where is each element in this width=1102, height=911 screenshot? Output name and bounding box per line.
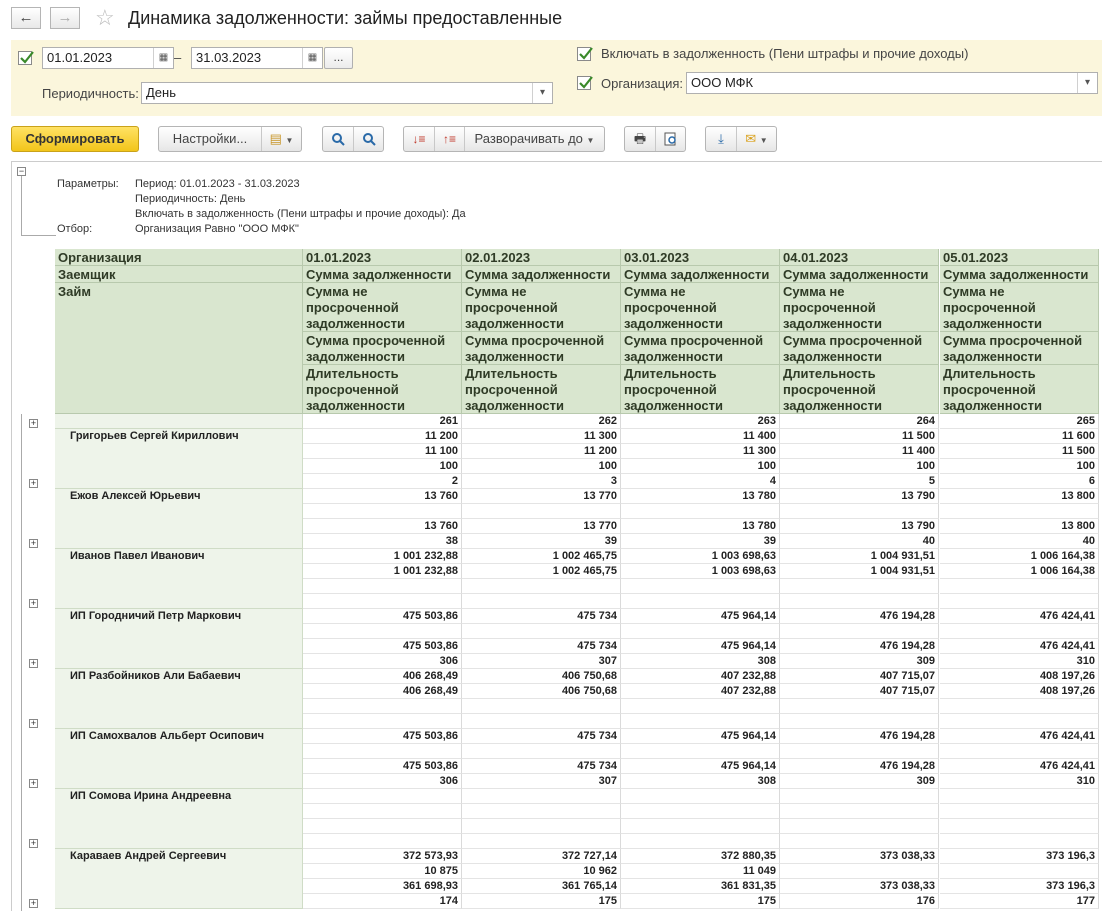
table-cell: 476 194,28 xyxy=(780,759,939,774)
table-cell: 1 006 164,38 xyxy=(940,564,1099,579)
table-cell xyxy=(462,714,621,729)
org-checkbox[interactable] xyxy=(577,76,591,90)
envelope-icon: ✉ xyxy=(745,131,757,146)
header-sum-overdue: Сумма просроченной задолженности xyxy=(621,332,780,365)
page-title: Динамика задолженности: займы предоставленные xyxy=(128,8,563,28)
tree-line xyxy=(21,235,56,236)
table-cell: 407 715,07 xyxy=(780,669,939,684)
expand-toggle[interactable]: + xyxy=(30,718,37,728)
table-cell: 476 194,28 xyxy=(780,729,939,744)
check-icon xyxy=(578,46,594,62)
header-duration-overdue: Длительность просроченной задолженности xyxy=(780,365,939,414)
table-cell: 3 xyxy=(462,474,621,489)
table-cell xyxy=(303,744,462,759)
table-cell xyxy=(621,744,780,759)
table-cell: 307 xyxy=(462,654,621,669)
expand-toggle[interactable]: + xyxy=(30,898,37,908)
check-icon xyxy=(578,75,594,91)
table-cell: 10 875 xyxy=(303,864,462,879)
table-cell xyxy=(462,504,621,519)
table-cell: 10 962 xyxy=(462,864,621,879)
header-sum-not-overdue: Сумма не просроченной задолженности xyxy=(621,283,780,332)
table-cell: 475 964,14 xyxy=(621,609,780,624)
periodicity-label: Периодичность: xyxy=(42,86,139,101)
header-duration-overdue: Длительность просроченной задолженности xyxy=(303,365,462,414)
periodicity-select[interactable]: День ▾ xyxy=(141,82,553,104)
header-date: 04.01.2023 xyxy=(780,249,939,266)
header-sum-overdue: Сумма просроченной задолженности xyxy=(462,332,621,365)
chevron-down-icon: ▼ xyxy=(586,136,595,145)
table-cell xyxy=(780,504,939,519)
table-cell: 11 200 xyxy=(303,429,462,444)
table-cell: 361 765,14 xyxy=(462,879,621,894)
table-cell: 406 750,68 xyxy=(462,669,621,684)
table-cell xyxy=(303,804,462,819)
table-cell: 174 xyxy=(303,894,462,909)
header-sum-debt: Сумма задолженности xyxy=(462,266,621,283)
expand-toggle[interactable]: + xyxy=(30,418,37,428)
header-sum-debt: Сумма задолженности xyxy=(621,266,780,283)
table-cell xyxy=(462,789,621,804)
grouping-group xyxy=(403,126,605,152)
export-group xyxy=(705,126,777,152)
table-cell xyxy=(303,699,462,714)
chevron-down-icon: ▼ xyxy=(759,136,768,145)
table-cell: 13 800 xyxy=(940,489,1099,504)
date-dash: – xyxy=(174,50,182,65)
table-cell xyxy=(780,744,939,759)
table-cell: 1 006 164,38 xyxy=(940,549,1099,564)
table-cell xyxy=(462,699,621,714)
print-preview-icon xyxy=(664,132,678,146)
table-cell: 11 100 xyxy=(303,444,462,459)
table-cell: 307 xyxy=(462,774,621,789)
table-cell: 11 400 xyxy=(621,429,780,444)
table-cell: 1 001 232,88 xyxy=(303,549,462,564)
table-cell: 177 xyxy=(940,894,1099,909)
search-next-icon xyxy=(362,132,376,146)
variants-button[interactable] xyxy=(261,127,301,151)
table-cell xyxy=(621,594,780,609)
table-cell: 100 xyxy=(462,459,621,474)
table-cell: 476 424,41 xyxy=(940,609,1099,624)
chevron-down-icon[interactable]: ▾ xyxy=(532,83,552,103)
table-cell: 39 xyxy=(462,534,621,549)
table-cell xyxy=(780,804,939,819)
save-button[interactable] xyxy=(706,127,736,151)
table-cell: 11 300 xyxy=(621,444,780,459)
header-date: 02.01.2023 xyxy=(462,249,621,266)
header-sum-overdue: Сумма просроченной задолженности xyxy=(780,332,939,365)
table-cell: 407 715,07 xyxy=(780,684,939,699)
table-cell: 175 xyxy=(462,894,621,909)
table-cell: 309 xyxy=(780,774,939,789)
table-cell xyxy=(462,594,621,609)
chevron-down-icon: ▼ xyxy=(285,136,294,145)
table-cell xyxy=(940,504,1099,519)
find-next-button[interactable] xyxy=(353,127,383,151)
header-org: Организация xyxy=(55,249,303,266)
table-cell: 40 xyxy=(940,534,1099,549)
table-cell: 100 xyxy=(303,459,462,474)
table-cell: 1 003 698,63 xyxy=(621,564,780,579)
table-cell: 265 xyxy=(940,414,1099,429)
table-cell xyxy=(303,624,462,639)
table-cell: 372 573,93 xyxy=(303,849,462,864)
table-cell: 11 400 xyxy=(780,444,939,459)
report-area[interactable]: − Параметры: Период: 01.01.2023 - 31.03.2023 Периодичность: День Включать в задолженность (Пени штрафы и прочие доходы): Да Отбор: Организация Равно "ООО МФК" Организация Заемщик Займ 01.01.2023 Сумма задолженности Сумма не просроченной задолженности Сумма просроченной задолженности Длительность просроченной задолженности 02.01.2023 Сумма задолженности Сумма не просроченной задолженности Сумма просроченной задолженности Длительность просроченной задолженности 03.01.2023 Сумма задолженности Сумма не просроченной задолженности Сумма просроченной задолженности Длительность просроченной задолженности 04.01.2023 Сумма задолженности Сумма не просроченной задолженности Сумма просроченной задолженности Длительность просроченной задолженности 05.01.2023 Сумма задолженности Сумма не просроченной задолженности Сумма просроченной задолженности Длительность просроченной задолженности 261 262 263 264 265 Григорьев Сергей Кириллович 11 200 11 300 11 400 11 500 11 600 11 100 11 200 11 300 11 400 11 500 100 100 100 100 100 2 3 4 5 6 Ежов Алексей Юрьевич 13 760 13 770 13 780 13 790 13 800 13 760 13 770 13 780 13 790 13 800 38 39 39 40 40 Иванов Павел Иванович 1 001 232,88 1 002 465,75 1 003 698,63 1 004 931,51 1 006 164,38 1 001 232,88 1 002 465,75 1 003 698,63 1 004 931,51 1 006 164,38 ИП Городничий Петр Маркович 475 503,86 475 734 475 964,14 476 194,28 476 424,41 475 503,86 475 734 475 964,14 476 194,28 476 424,41 306 307 308 309 310 ИП Разбойников Али Бабаевич 406 268,49 406 750,68 407 232,88 407 715,07 408 197,26 406 268,49 406 750,68 407 232,88 407 715,07 408 197,26 ИП Самохвалов Альберт Осипович 475 503,86 475 734 475 964,14 476 194,28 476 424,41 475 503,86 475 734 475 964,14 476 194,28 476 424,41 306 307 308 309 310 ИП Сомова Ирина Андреевна Караваев Андрей Сергеевич 372 573,93 372 727,14 372 880,35 373 038,33 373 196,3 10 875 10 962 11 049 361 698,93 361 765,14 361 831,35 373 038,33 373 196,3 174 175 175 176 177 + + + + + + + + + xyxy=(11,161,1102,911)
table-cell: 13 800 xyxy=(940,519,1099,534)
star-icon[interactable]: ☆ xyxy=(95,5,115,30)
borrower-name: Караваев Андрей Сергеевич xyxy=(55,849,303,909)
table-cell: 309 xyxy=(780,654,939,669)
header-sum-debt: Сумма задолженности xyxy=(303,266,462,283)
download-icon: ⤓ xyxy=(718,131,724,146)
table-cell: 13 780 xyxy=(621,489,780,504)
table-cell xyxy=(780,819,939,834)
table-cell xyxy=(940,744,1099,759)
header-duration-overdue: Длительность просроченной задолженности xyxy=(940,365,1099,414)
table-cell: 475 734 xyxy=(462,609,621,624)
tree-line xyxy=(21,176,22,236)
arrow-right-icon: → xyxy=(57,9,73,26)
table-cell: 1 004 931,51 xyxy=(780,549,939,564)
table-cell: 38 xyxy=(303,534,462,549)
table-cell: 308 xyxy=(621,774,780,789)
table-cell: 306 xyxy=(303,654,462,669)
table-cell: 13 760 xyxy=(303,519,462,534)
settings-button[interactable]: Настройки... xyxy=(172,131,248,146)
table-cell: 11 500 xyxy=(780,429,939,444)
org-label: Организация: xyxy=(601,76,684,91)
header-sum-overdue: Сумма просроченной задолженности xyxy=(940,332,1099,365)
report-variants-icon: ▤ xyxy=(269,131,282,146)
header-sum-debt: Сумма задолженности xyxy=(780,266,939,283)
table-cell: 262 xyxy=(462,414,621,429)
table-cell: 5 xyxy=(780,474,939,489)
table-cell: 406 268,49 xyxy=(303,669,462,684)
expand-toggle[interactable]: + xyxy=(30,778,37,788)
org-total-label xyxy=(55,414,303,429)
table-cell xyxy=(780,699,939,714)
table-cell xyxy=(621,819,780,834)
table-cell: 476 424,41 xyxy=(940,729,1099,744)
table-cell xyxy=(462,819,621,834)
table-cell xyxy=(462,624,621,639)
table-cell xyxy=(940,864,1099,879)
table-cell: 1 003 698,63 xyxy=(621,549,780,564)
collapse-all-button[interactable] xyxy=(434,127,464,151)
table-cell: 408 197,26 xyxy=(940,669,1099,684)
date-from-field[interactable]: 01.01.2023 ▦ xyxy=(42,47,174,69)
table-cell: 373 038,33 xyxy=(780,849,939,864)
table-cell: 1 002 465,75 xyxy=(462,564,621,579)
table-cell: 406 750,68 xyxy=(462,684,621,699)
table-cell: 475 964,14 xyxy=(621,759,780,774)
borrower-name: ИП Городничий Петр Маркович xyxy=(55,609,303,669)
table-cell: 476 424,41 xyxy=(940,759,1099,774)
table-cell: 39 xyxy=(621,534,780,549)
table-cell xyxy=(462,804,621,819)
table-cell xyxy=(303,579,462,594)
header-sum-overdue: Сумма просроченной задолженности xyxy=(303,332,462,365)
search-group xyxy=(322,126,384,152)
send-email-button[interactable] xyxy=(736,127,776,151)
print-button[interactable] xyxy=(625,127,655,151)
header-loan: Займ xyxy=(55,283,303,414)
table-cell: 13 770 xyxy=(462,519,621,534)
print-group xyxy=(624,126,686,152)
expand-toggle[interactable]: + xyxy=(30,658,37,668)
forward-button[interactable] xyxy=(50,7,80,29)
table-cell: 261 xyxy=(303,414,462,429)
back-button[interactable] xyxy=(11,7,41,29)
table-cell xyxy=(621,504,780,519)
expand-all-button[interactable] xyxy=(404,127,434,151)
table-cell xyxy=(462,579,621,594)
date-to-field[interactable]: 31.03.2023 ▦ xyxy=(191,47,323,69)
header-duration-overdue: Длительность просроченной задолженности xyxy=(462,365,621,414)
table-cell xyxy=(621,624,780,639)
header-date: 01.01.2023 xyxy=(303,249,462,266)
table-cell xyxy=(780,789,939,804)
header-duration-overdue: Длительность просроченной задолженности xyxy=(621,365,780,414)
table-cell xyxy=(940,624,1099,639)
calendar-icon[interactable]: ▦ xyxy=(302,48,322,68)
table-cell xyxy=(940,789,1099,804)
table-cell: 373 038,33 xyxy=(780,879,939,894)
table-cell xyxy=(303,504,462,519)
collapse-all-icon: ↑≡ xyxy=(442,132,456,146)
table-cell: 373 196,3 xyxy=(940,879,1099,894)
header-sum-not-overdue: Сумма не просроченной задолженности xyxy=(303,283,462,332)
table-cell: 2 xyxy=(303,474,462,489)
table-cell xyxy=(303,834,462,849)
period-checkbox[interactable] xyxy=(18,51,32,65)
borrower-name: Ежов Алексей Юрьевич xyxy=(55,489,303,549)
borrower-name: Григорьев Сергей Кириллович xyxy=(55,429,303,489)
table-cell xyxy=(780,834,939,849)
table-cell: 475 964,14 xyxy=(621,729,780,744)
table-cell: 372 880,35 xyxy=(621,849,780,864)
table-cell: 475 734 xyxy=(462,759,621,774)
table-cell xyxy=(621,579,780,594)
find-button[interactable] xyxy=(323,127,353,151)
org-select[interactable]: ООО МФК ▾ xyxy=(686,72,1098,94)
table-cell: 100 xyxy=(780,459,939,474)
table-cell: 475 503,86 xyxy=(303,609,462,624)
table-cell: 406 268,49 xyxy=(303,684,462,699)
table-cell xyxy=(462,834,621,849)
table-cell xyxy=(621,699,780,714)
table-cell xyxy=(780,579,939,594)
calendar-icon[interactable]: ▦ xyxy=(153,48,173,68)
table-cell xyxy=(940,834,1099,849)
table-cell xyxy=(303,594,462,609)
table-cell: 13 780 xyxy=(621,519,780,534)
table-cell: 11 300 xyxy=(462,429,621,444)
table-cell: 407 232,88 xyxy=(621,684,780,699)
table-cell: 13 760 xyxy=(303,489,462,504)
table-cell: 1 002 465,75 xyxy=(462,549,621,564)
chevron-down-icon[interactable]: ▾ xyxy=(1077,73,1097,93)
header-borrower: Заемщик xyxy=(55,266,303,283)
table-cell: 176 xyxy=(780,894,939,909)
table-cell: 476 424,41 xyxy=(940,639,1099,654)
table-cell xyxy=(621,834,780,849)
table-cell xyxy=(780,594,939,609)
table-cell: 6 xyxy=(940,474,1099,489)
expand-toggle[interactable]: + xyxy=(30,838,37,848)
table-cell: 40 xyxy=(780,534,939,549)
header-date: 05.01.2023 xyxy=(940,249,1099,266)
check-icon xyxy=(19,50,35,66)
settings-group xyxy=(158,126,302,152)
table-cell: 306 xyxy=(303,774,462,789)
table-cell: 476 194,28 xyxy=(780,609,939,624)
borrower-name: ИП Разбойников Али Бабаевич xyxy=(55,669,303,729)
table-cell: 475 734 xyxy=(462,729,621,744)
header-sum-not-overdue: Сумма не просроченной задолженности xyxy=(462,283,621,332)
table-cell: 373 196,3 xyxy=(940,849,1099,864)
tree-line xyxy=(21,414,22,911)
expand-toggle[interactable]: + xyxy=(30,598,37,608)
table-cell: 11 600 xyxy=(940,429,1099,444)
table-cell: 11 049 xyxy=(621,864,780,879)
table-cell: 475 503,86 xyxy=(303,639,462,654)
table-cell: 310 xyxy=(940,774,1099,789)
table-cell: 264 xyxy=(780,414,939,429)
header-date: 03.01.2023 xyxy=(621,249,780,266)
table-cell xyxy=(780,624,939,639)
table-cell xyxy=(462,744,621,759)
table-cell xyxy=(303,819,462,834)
table-cell: 13 790 xyxy=(780,519,939,534)
table-cell xyxy=(940,819,1099,834)
table-cell: 308 xyxy=(621,654,780,669)
table-cell xyxy=(303,714,462,729)
expand-toggle[interactable]: + xyxy=(30,538,37,548)
table-cell: 408 197,26 xyxy=(940,684,1099,699)
table-cell: 4 xyxy=(621,474,780,489)
table-cell: 475 503,86 xyxy=(303,729,462,744)
table-cell: 263 xyxy=(621,414,780,429)
expand-toggle[interactable]: + xyxy=(30,478,37,488)
table-cell: 476 194,28 xyxy=(780,639,939,654)
include-checkbox[interactable] xyxy=(577,47,591,61)
table-cell: 361 698,93 xyxy=(303,879,462,894)
table-cell: 13 790 xyxy=(780,489,939,504)
search-icon xyxy=(331,132,345,146)
expand-all-icon: ↓≡ xyxy=(412,132,426,146)
preview-button[interactable] xyxy=(655,127,685,151)
table-cell: 361 831,35 xyxy=(621,879,780,894)
table-cell: 1 004 931,51 xyxy=(780,564,939,579)
table-cell: 1 001 232,88 xyxy=(303,564,462,579)
borrower-name: ИП Самохвалов Альберт Осипович xyxy=(55,729,303,789)
table-cell xyxy=(621,789,780,804)
period-select-button[interactable]: ... xyxy=(324,47,353,69)
parameters-panel xyxy=(11,40,1102,116)
collapse-params-toggle[interactable]: − xyxy=(18,166,25,176)
table-cell xyxy=(940,714,1099,729)
table-cell: 475 964,14 xyxy=(621,639,780,654)
table-cell: 407 232,88 xyxy=(621,669,780,684)
header-sum-not-overdue: Сумма не просроченной задолженности xyxy=(940,283,1099,332)
table-cell xyxy=(940,594,1099,609)
table-cell: 475 503,86 xyxy=(303,759,462,774)
table-cell xyxy=(780,864,939,879)
generate-button[interactable]: Сформировать xyxy=(11,126,139,152)
header-sum-not-overdue: Сумма не просроченной задолженности xyxy=(780,283,939,332)
table-cell xyxy=(621,714,780,729)
table-cell: 372 727,14 xyxy=(462,849,621,864)
include-label: Включать в задолженность (Пени штрафы и прочие доходы) xyxy=(601,46,969,61)
borrower-name: ИП Сомова Ирина Андреевна xyxy=(55,789,303,849)
arrow-left-icon: ← xyxy=(18,9,34,26)
header-sum-debt: Сумма задолженности xyxy=(940,266,1099,283)
table-cell xyxy=(780,714,939,729)
table-cell: 100 xyxy=(940,459,1099,474)
table-cell: 175 xyxy=(621,894,780,909)
table-cell: 475 734 xyxy=(462,639,621,654)
table-cell xyxy=(940,804,1099,819)
table-cell: 11 200 xyxy=(462,444,621,459)
table-cell: 310 xyxy=(940,654,1099,669)
table-cell xyxy=(940,699,1099,714)
table-cell: 11 500 xyxy=(940,444,1099,459)
table-cell: 13 770 xyxy=(462,489,621,504)
printer-icon: 🖶 xyxy=(633,131,647,146)
expand-to-button[interactable]: Разворачивать до ▼ xyxy=(464,127,604,151)
table-cell xyxy=(303,789,462,804)
table-cell xyxy=(940,579,1099,594)
table-cell: 100 xyxy=(621,459,780,474)
table-cell xyxy=(621,804,780,819)
borrower-name: Иванов Павел Иванович xyxy=(55,549,303,609)
